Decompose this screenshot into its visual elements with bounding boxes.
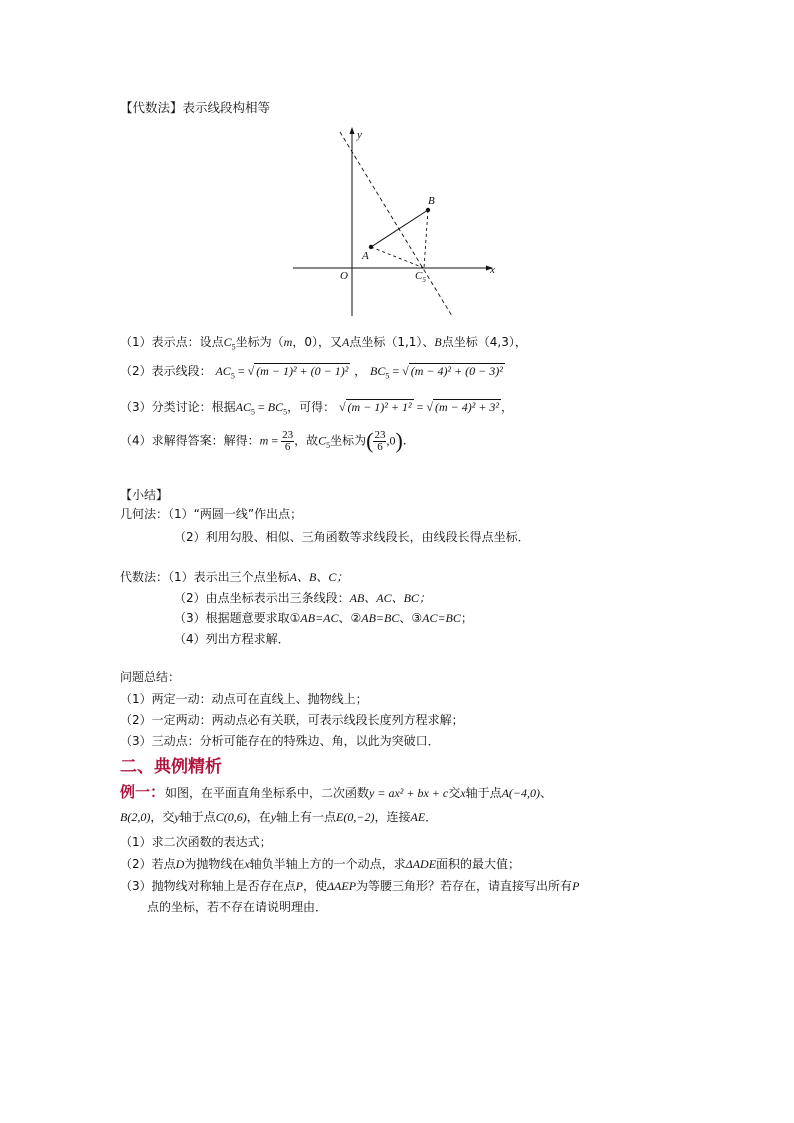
step-1: （1）表示点：设点$C_5$坐标为（m，0），又A点坐标（1,1）、B点坐标（4,3），: [120, 335, 527, 352]
summary-alg-line-2: （2）由点坐标表示出三条线段：AB、AC、BC；: [174, 591, 431, 605]
question-3-cont: 点的坐标，若不存在请说明理由．: [147, 900, 328, 914]
step-3: （3）分类讨论：根据$AC_5 = BC_5$，可得： √ (m − 1)² + 1² = √ (m − 4)² + 3² ，: [120, 400, 514, 417]
summary-alg-line-1: 代数法：（1）表示出三个点坐标A、B、C；: [120, 570, 349, 584]
fraction-coord: $\frac{23}{6}$: [374, 428, 386, 453]
problem-summary-3: （3）三动点：分析可能存在的特殊边、角，以此为突破口．: [120, 734, 440, 748]
step-2: （2）表示线段： $AC_5$ = √ (m − 1)² + (0 − 1)² ， $BC_5$ = √ (m − 4)² + (0 − 3)²: [120, 364, 503, 381]
origin-label: O: [340, 270, 348, 282]
example-intro-line-1: 例一：如图，在平面直角坐标系中，二次函数y = ax² + bx + c交x轴于点A(−4,0)、: [120, 783, 553, 801]
segment-ab: [371, 210, 428, 247]
y-axis-arrow: [350, 127, 355, 134]
question-2: （2）若点D为抛物线在x轴负半轴上方的一个动点，求ΔADE面积的最大值；: [120, 857, 521, 871]
perpendicular-bisector: [340, 132, 452, 316]
summary-alg-line-3: （3）根据题意要求取①AB=AC、②AB=BC、③AC=BC；: [174, 611, 473, 625]
step-4: （4）求解得答案：解得：m = $\frac{23}{6}$ ，故$C_5$坐标为( $\frac{23}{6}$ ,0).: [120, 428, 407, 453]
question-3: （3）抛物线对称轴上是否存在点P，使ΔAEP为等腰三角形？若存在，请直接写出所有P: [120, 879, 580, 893]
radical-bc: √ (m − 4)² + (0 − 3)²: [402, 364, 503, 378]
problem-summary-2: （2）一定两动：两动点必有关联，可表示线段长度列方程求解；: [120, 713, 464, 727]
point-b-label: B: [428, 195, 435, 207]
summary-title: 【小结】: [120, 488, 169, 502]
section-title-algebra: 【代数法】表示线段构相等: [120, 100, 271, 115]
problem-summary-title: 问题总结：: [120, 670, 181, 684]
coordinate-figure: [285, 124, 505, 324]
summary-geo-line-2: （2）利用勾股、相似、三角函数等求线段长，由线段长得点坐标．: [174, 530, 530, 544]
segment-bc: [424, 210, 428, 268]
radical-eq-left: √ (m − 1)² + 1²: [338, 400, 412, 414]
y-axis-label: y: [357, 129, 362, 141]
section-2-heading: 二、典例精析: [120, 757, 222, 777]
example-intro-line-2: B(2,0)，交y轴于点C(0,6)，在y轴上有一点E(0,−2)，连接AE．: [120, 810, 438, 824]
point-a-dot: [369, 245, 373, 249]
problem-summary-1: （1）两定一动：动点可在直线上、抛物线上；: [120, 692, 368, 706]
radical-ac: √ (m − 1)² + (0 − 1)²: [247, 364, 349, 378]
example-label: 例一：: [120, 783, 166, 801]
x-axis-label: x: [490, 264, 495, 276]
segment-ac: [371, 247, 424, 268]
point-a-label: A: [362, 250, 369, 262]
summary-geo-line-1: 几何法：（1）“两圆一线”作出点；: [120, 507, 303, 521]
question-1: （1）求二次函数的表达式；: [120, 835, 272, 849]
point-b-dot: [426, 208, 430, 212]
summary-alg-line-4: （4）列出方程求解．: [174, 632, 290, 646]
point-c-label: $C_5$: [415, 270, 426, 285]
radical-eq-right: √ (m − 4)² + 3²: [426, 400, 500, 414]
fraction-m: $\frac{23}{6}$: [282, 428, 294, 453]
